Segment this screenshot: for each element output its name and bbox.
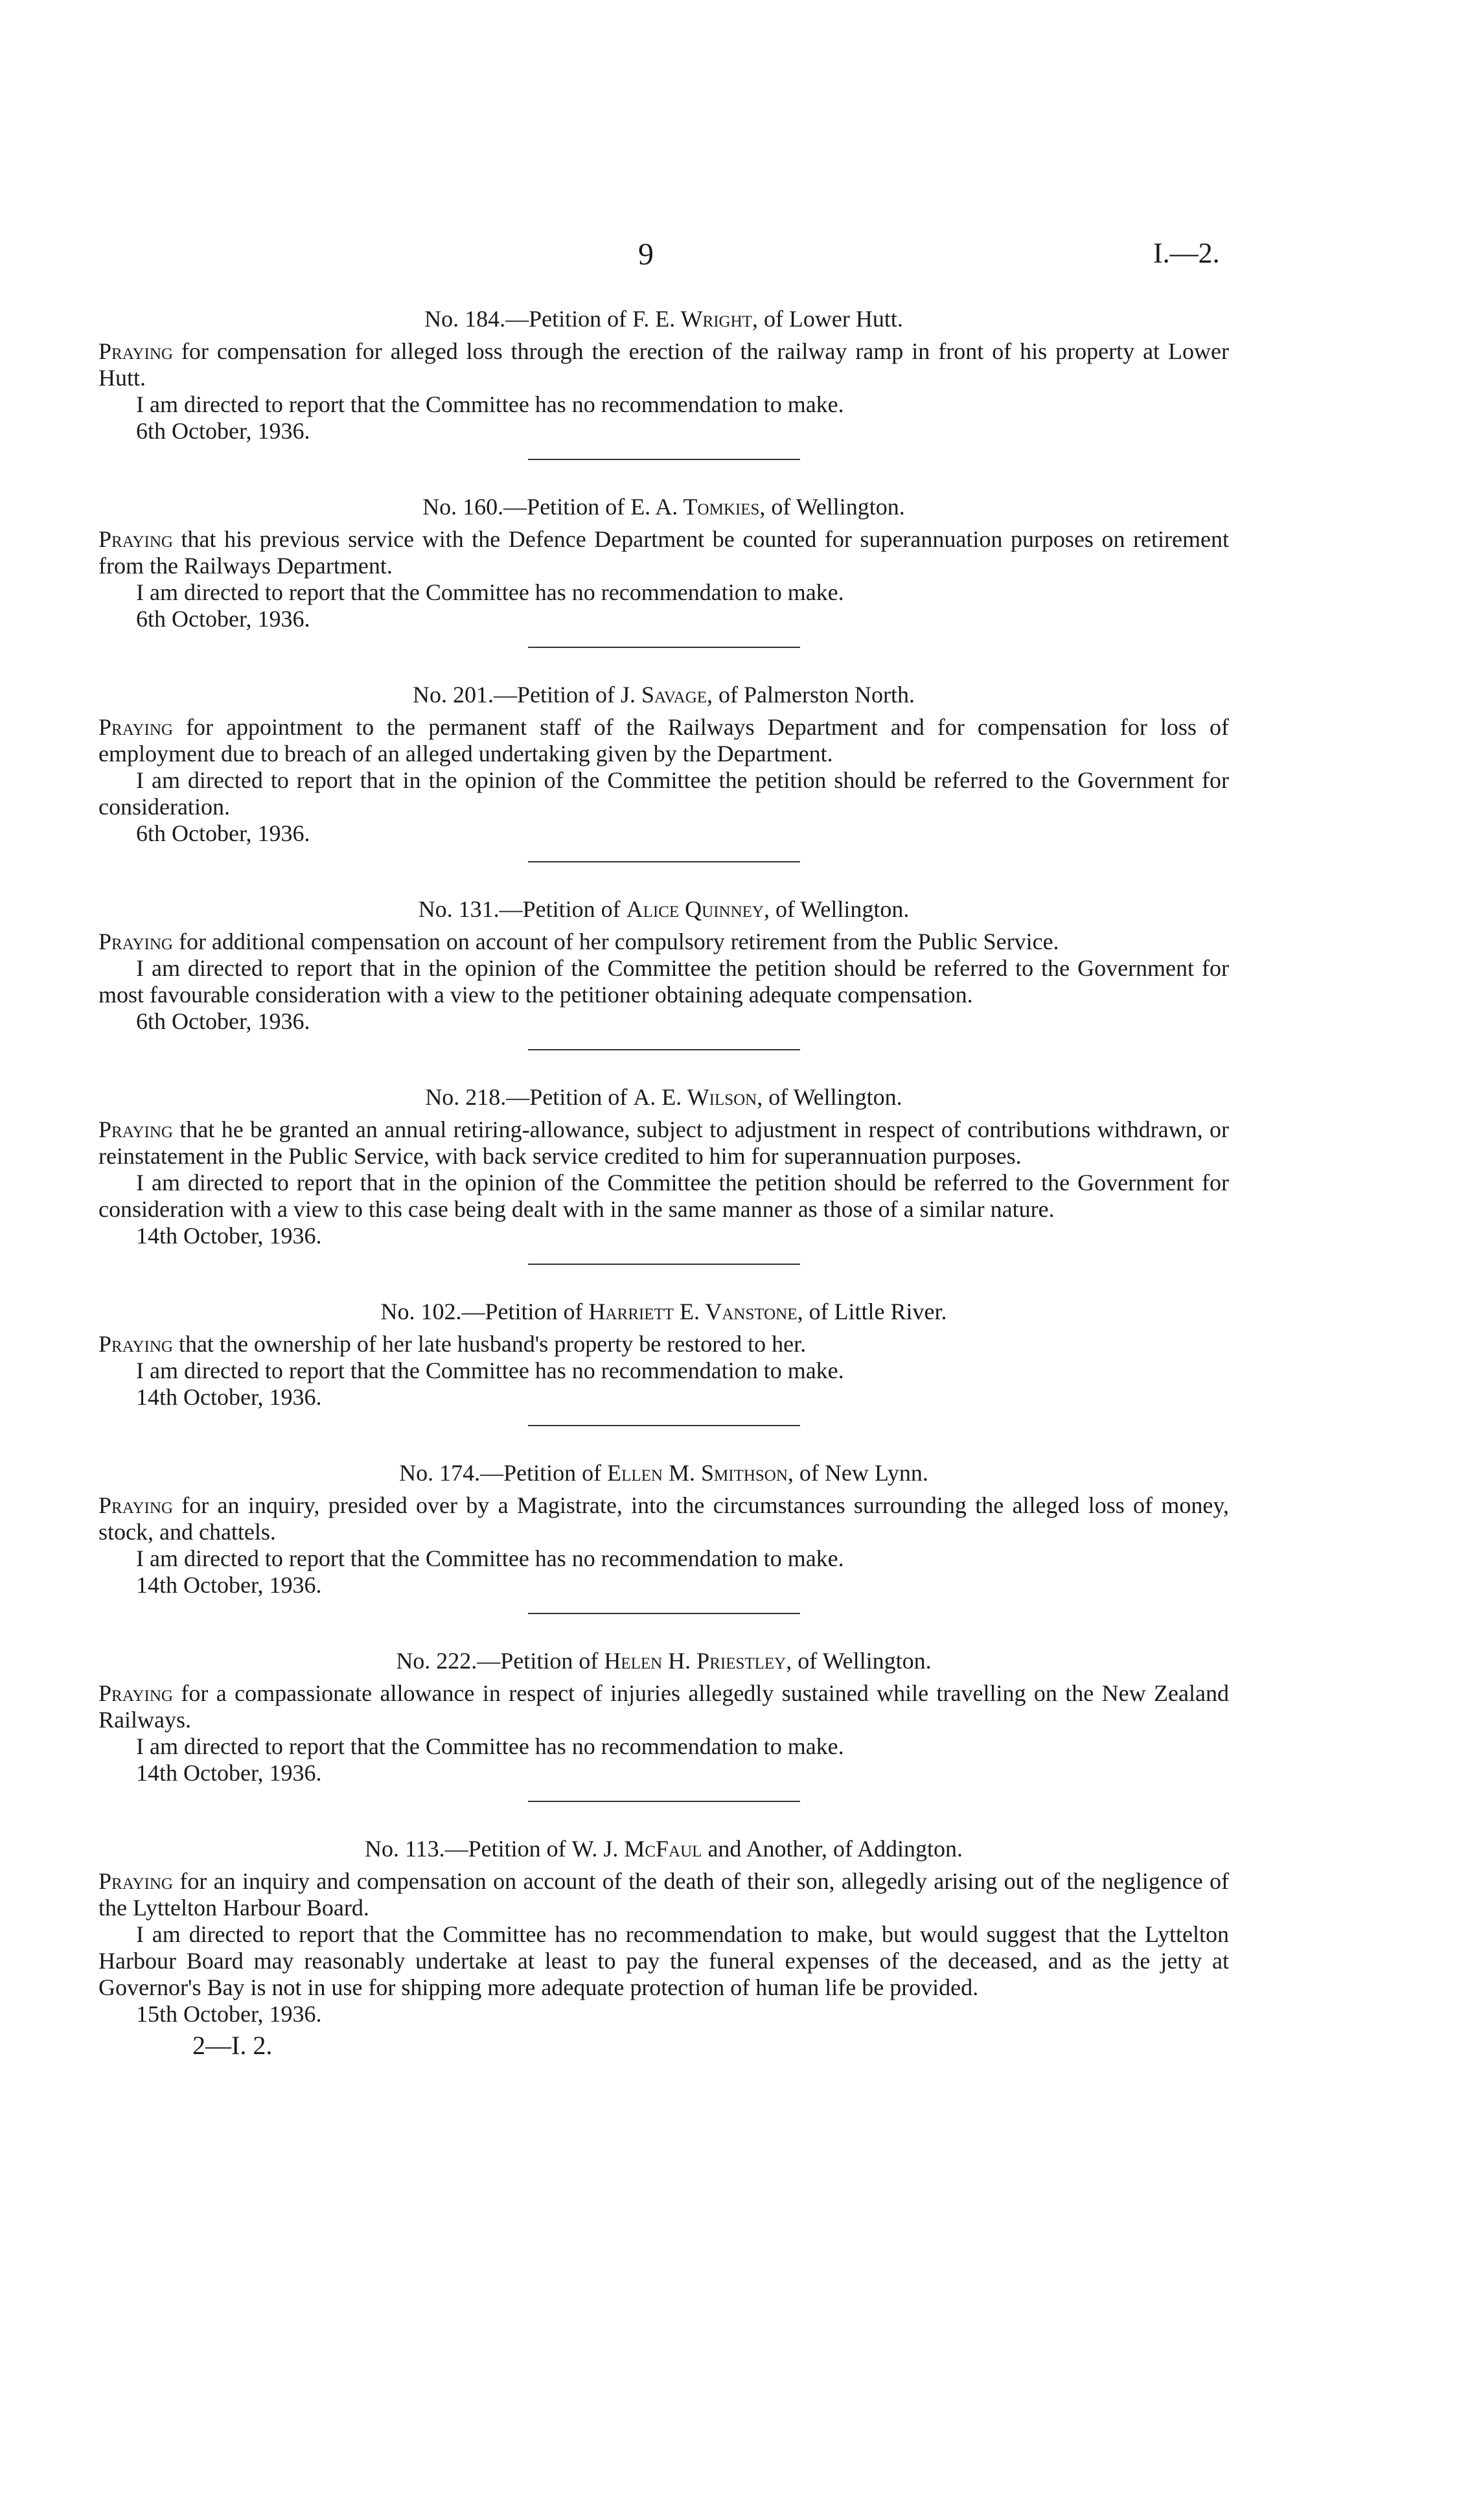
committee-report: I am directed to report that the Committee has no recommendation to make, but would suggest that the Lyttelton Harbour Board may reasonably undertake at least to pay the funeral expenses of the deceased, and as the jetty at Governor's Bay is not in use for shipping more adequate protection of human life be provided. xyxy=(98,1921,1229,2000)
petition-entry xyxy=(98,894,1229,1035)
praying-word: Praying xyxy=(98,1868,173,1894)
section-divider xyxy=(528,1425,800,1426)
petition-heading xyxy=(98,894,1229,925)
prayer-text: for a compassionate allowance in respect of injuries allegedly sustained while travelling on the New Zealand Railways. xyxy=(98,1680,1229,1733)
petition-prayer xyxy=(98,714,1229,767)
committee-report: I am directed to report that the Committee has no recommendation to make. xyxy=(136,579,844,605)
committee-report: I am directed to report that the Committee has no recommendation to make. xyxy=(136,1545,844,1571)
prayer-text: for appointment to the permanent staff of the Railways Department and for compensation for loss of employment due to breach of an alleged undertaking given by the Department. xyxy=(98,714,1229,767)
petition-prayer xyxy=(98,338,1229,391)
section-divider xyxy=(528,459,800,460)
petitioner-name: A. E. Wilson xyxy=(633,1084,757,1110)
petition-heading xyxy=(98,1645,1229,1676)
section-divider xyxy=(528,1049,800,1050)
petitioner-place: , of Little River. xyxy=(797,1299,947,1324)
report-date: 6th October, 1936. xyxy=(136,418,310,444)
petition-heading xyxy=(98,303,1229,334)
petition-prayer xyxy=(98,1331,1229,1358)
petitioner-name: W. J. McFaul xyxy=(571,1836,702,1862)
committee-report: I am directed to report that the Committee has no recommendation to make. xyxy=(136,1733,844,1759)
praying-word: Praying xyxy=(98,1492,173,1518)
prayer-text: for additional compensation on account of her compulsory retirement from the Public Service. xyxy=(172,929,1059,954)
petition-number: No. 160.—Petition of xyxy=(422,494,625,520)
praying-word: Praying xyxy=(98,1331,173,1357)
committee-report: I am directed to report that in the opinion of the Committee the petition should be referred to the Government for consideration. xyxy=(98,767,1229,820)
report-date: 14th October, 1936. xyxy=(136,1384,322,1410)
prayer-text: that the ownership of her late husband's property be restored to her. xyxy=(172,1331,807,1357)
petition-number: No. 102.—Petition of xyxy=(380,1299,583,1324)
petition-prayer xyxy=(98,526,1229,579)
prayer-text: that he be granted an annual retiring-allowance, subject to adjustment in respect of contributions withdrawn, or reinstatement in the Public Service, with back service credited to him for superannuation purposes. xyxy=(98,1116,1229,1169)
section-divider xyxy=(528,1264,800,1265)
prayer-text: for an inquiry, presided over by a Magistrate, into the circumstances surrounding the alleged loss of money, stock, and chattels. xyxy=(98,1492,1229,1545)
report-date: 14th October, 1936. xyxy=(136,1223,322,1249)
page-number: 9 xyxy=(638,237,654,272)
petition-heading xyxy=(98,679,1229,710)
petition-entry xyxy=(98,491,1229,632)
section-divider xyxy=(528,861,800,862)
petition-prayer xyxy=(98,1680,1229,1733)
petitioner-name: Ellen M. Smithson xyxy=(607,1460,788,1486)
section-divider xyxy=(528,1613,800,1614)
praying-word: Praying xyxy=(98,714,173,740)
petitioner-name: F. E. Wright xyxy=(632,306,752,332)
petition-entry xyxy=(98,1645,1229,1786)
petition-prayer xyxy=(98,1492,1229,1545)
petition-number: No. 218.—Petition of xyxy=(425,1084,628,1110)
praying-word: Praying xyxy=(98,929,173,954)
report-date: 14th October, 1936. xyxy=(136,1572,322,1598)
petitioner-name: E. A. Tomkies xyxy=(630,494,760,520)
section-divider xyxy=(528,1801,800,1802)
petition-number: No. 222.—Petition of xyxy=(396,1648,599,1674)
petition-prayer xyxy=(98,1868,1229,1921)
petition-prayer xyxy=(98,929,1229,955)
prayer-text: for compensation for alleged loss through the erection of the railway ramp in front of his property at Lower Hutt. xyxy=(98,338,1229,391)
report-date: 14th October, 1936. xyxy=(136,1760,322,1786)
petition-number: No. 201.—Petition of xyxy=(412,682,615,708)
petitioner-place: and Another, of Addington. xyxy=(702,1836,963,1862)
praying-word: Praying xyxy=(98,1116,173,1142)
petition-heading xyxy=(98,1457,1229,1488)
petition-number: No. 131.—Petition of xyxy=(418,896,621,922)
petitioner-place: , of Lower Hutt. xyxy=(752,306,903,332)
petition-heading xyxy=(98,491,1229,522)
petition-heading xyxy=(98,1296,1229,1327)
petitioner-name: Alice Quinney xyxy=(626,896,764,922)
petitioner-place: , of Palmerston North. xyxy=(707,682,915,708)
petition-entry xyxy=(98,1833,1229,2028)
report-date: 6th October, 1936. xyxy=(136,820,310,846)
petitioner-place: , of Wellington. xyxy=(757,1084,902,1110)
committee-report: I am directed to report that in the opinion of the Committee the petition should be referred to the Government for consideration with a view to this case being dealt with in the same manner as those of a similar nature. xyxy=(98,1170,1229,1222)
petitioner-name: Helen H. Priestley xyxy=(604,1648,786,1674)
petition-entry xyxy=(98,1296,1229,1411)
report-date: 6th October, 1936. xyxy=(136,606,310,632)
petitioner-place: , of Wellington. xyxy=(763,896,910,922)
petitioner-place: , of Wellington. xyxy=(786,1648,932,1674)
document-reference: I.—2. xyxy=(1153,237,1220,269)
report-date: 6th October, 1936. xyxy=(136,1008,310,1034)
section-divider xyxy=(528,647,800,648)
praying-word: Praying xyxy=(98,526,173,552)
report-date: 15th October, 1936. xyxy=(136,2001,322,2027)
petitioner-name: J. Savage xyxy=(620,682,707,708)
petition-number: No. 184.—Petition of xyxy=(424,306,627,332)
petition-number: No. 113.—Petition of xyxy=(365,1836,566,1862)
petition-list xyxy=(98,303,1229,2061)
praying-word: Praying xyxy=(98,338,173,364)
petition-entry xyxy=(98,1081,1229,1249)
prayer-text: that his previous service with the Defence Department be counted for superannuation purposes on retirement from the Railways Department. xyxy=(98,526,1229,579)
petition-prayer xyxy=(98,1116,1229,1170)
petition-entry xyxy=(98,1457,1229,1599)
petition-heading xyxy=(98,1081,1229,1113)
committee-report: I am directed to report that the Committee has no recommendation to make. xyxy=(136,1358,844,1383)
petitioner-place: , of New Lynn. xyxy=(787,1460,928,1486)
petition-entry xyxy=(98,679,1229,847)
petitioner-name: Harriett E. Vanstone xyxy=(588,1299,798,1324)
petition-entry xyxy=(98,303,1229,445)
praying-word: Praying xyxy=(98,1680,173,1706)
committee-report: I am directed to report that in the opinion of the Committee the petition should be referred to the Government for most favourable consideration with a view to the petitioner obtaining adequate compensation. xyxy=(98,955,1229,1008)
signature-folio: 2—I. 2. xyxy=(192,2031,273,2060)
petition-heading xyxy=(98,1833,1229,1864)
petition-number: No. 174.—Petition of xyxy=(399,1460,602,1486)
committee-report: I am directed to report that the Committee has no recommendation to make. xyxy=(136,391,844,417)
petitioner-place: , of Wellington. xyxy=(759,494,905,520)
prayer-text: for an inquiry and compensation on account of the death of their son, allegedly arising out of the negligence of the Lyttelton Harbour Board. xyxy=(98,1868,1229,1921)
